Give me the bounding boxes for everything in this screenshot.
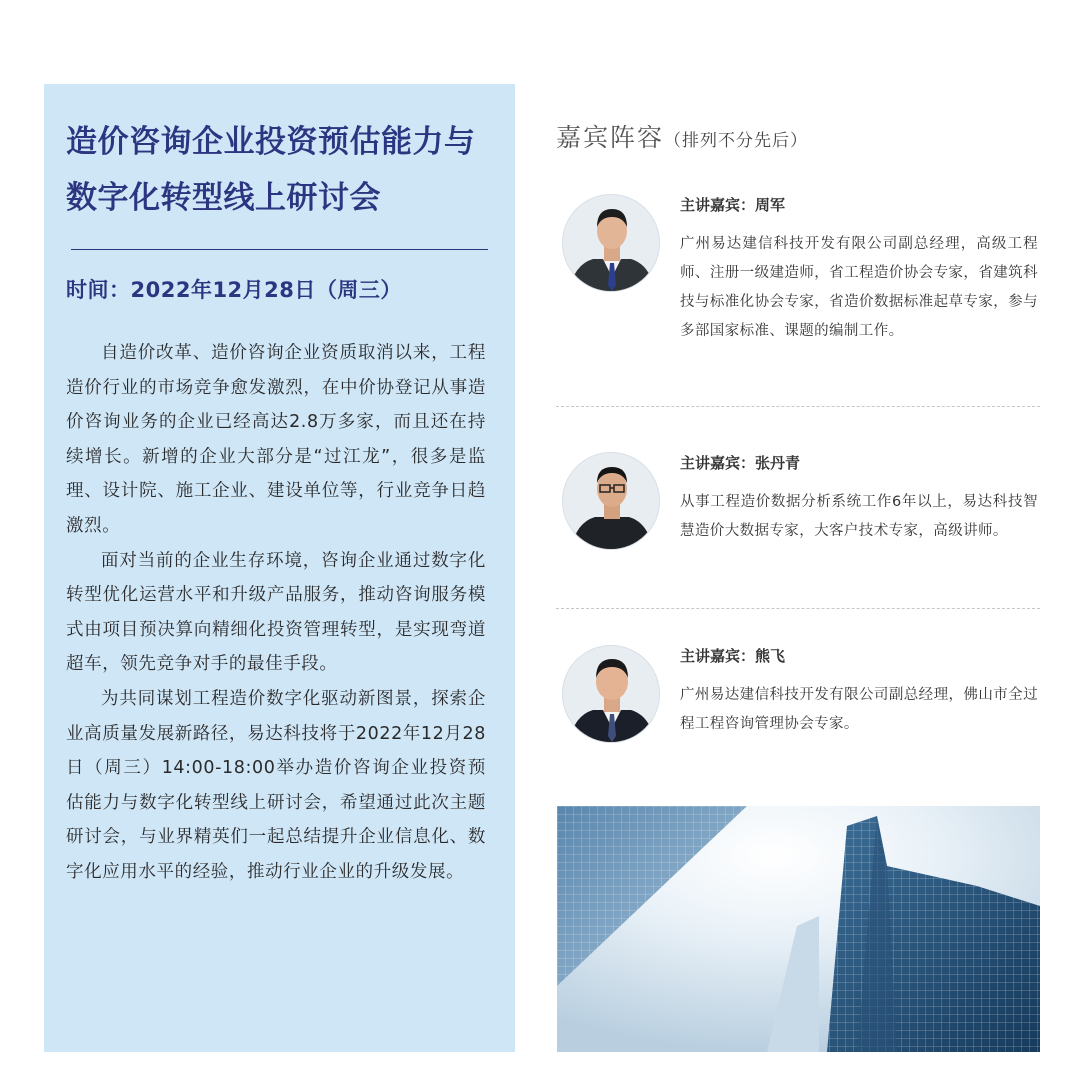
speaker-name: 主讲嘉宾：周军 bbox=[680, 196, 786, 214]
description-paragraph: 自造价改革、造价咨询企业资质取消以来，工程造价行业的市场竞争愈发激烈，在中价协登记从事造价咨询业务的企业已经高达2.8万多家，而且还在持续增长。新增的企业大部分是“过江龙”，很多是监理、设计院、施工企业、建设单位等，行业竞争日趋激烈。 bbox=[66, 343, 486, 536]
speaker-name: 主讲嘉宾：张丹青 bbox=[680, 454, 801, 472]
speaker-divider bbox=[556, 608, 1040, 609]
speaker-description: 广州易达建信科技开发有限公司副总经理，高级工程师、注册一级建造师，省工程造价协会专家，省建筑科技与标准化协会专家，省造价数据标准起草专家，参与多部国家标准、课题的编制工作。 bbox=[680, 236, 1038, 339]
person-icon bbox=[563, 453, 660, 550]
speaker-avatar bbox=[562, 452, 660, 550]
person-icon bbox=[563, 646, 660, 743]
event-title: 造价咨询企业投资预估能力与数字化转型线上研讨会 bbox=[66, 124, 476, 216]
event-time: 时间：2022年12月28日（周三） bbox=[66, 278, 402, 302]
speaker-description: 广州易达建信科技开发有限公司副总经理，佛山市全过程工程咨询管理协会专家。 bbox=[680, 687, 1038, 732]
speakers-heading-note: （排列不分先后） bbox=[664, 131, 809, 151]
description-paragraph: 面对当前的企业生存环境，咨询企业通过数字化转型优化运营水平和升级产品服务，推动咨询服务模式由项目预决算向精细化投资管理转型，是实现弯道超车，领先竞争对手的最佳手段。 bbox=[66, 550, 486, 675]
skyscraper-image bbox=[557, 806, 1040, 1052]
speaker-name: 主讲嘉宾：熊飞 bbox=[680, 647, 786, 665]
person-icon bbox=[563, 195, 660, 292]
speaker-avatar bbox=[562, 194, 660, 292]
speakers-heading bbox=[556, 118, 808, 154]
speakers-heading-title: 嘉宾阵容 bbox=[556, 123, 665, 152]
description-paragraph: 为共同谋划工程造价数字化驱动新图景，探索企业高质量发展新路径，易达科技将于2022年12月28日（周三）14:00-18:00举办造价咨询企业投资预估能力与数字化转型线上研讨会，希望通过此次主题研讨会，与业界精英们一起总结提升企业信息化、数字化应用水平的经验，推动行业企业的升级发展。 bbox=[66, 688, 486, 882]
event-info-panel bbox=[44, 84, 515, 1052]
title-divider bbox=[71, 249, 488, 250]
speaker-divider bbox=[556, 406, 1040, 407]
skyline-photo bbox=[557, 806, 1040, 1052]
speaker-avatar bbox=[562, 645, 660, 743]
speaker-description: 从事工程造价数据分析系统工作6年以上，易达科技智慧造价大数据专家，大客户技术专家，高级讲师。 bbox=[680, 494, 1038, 539]
event-description bbox=[66, 336, 486, 890]
